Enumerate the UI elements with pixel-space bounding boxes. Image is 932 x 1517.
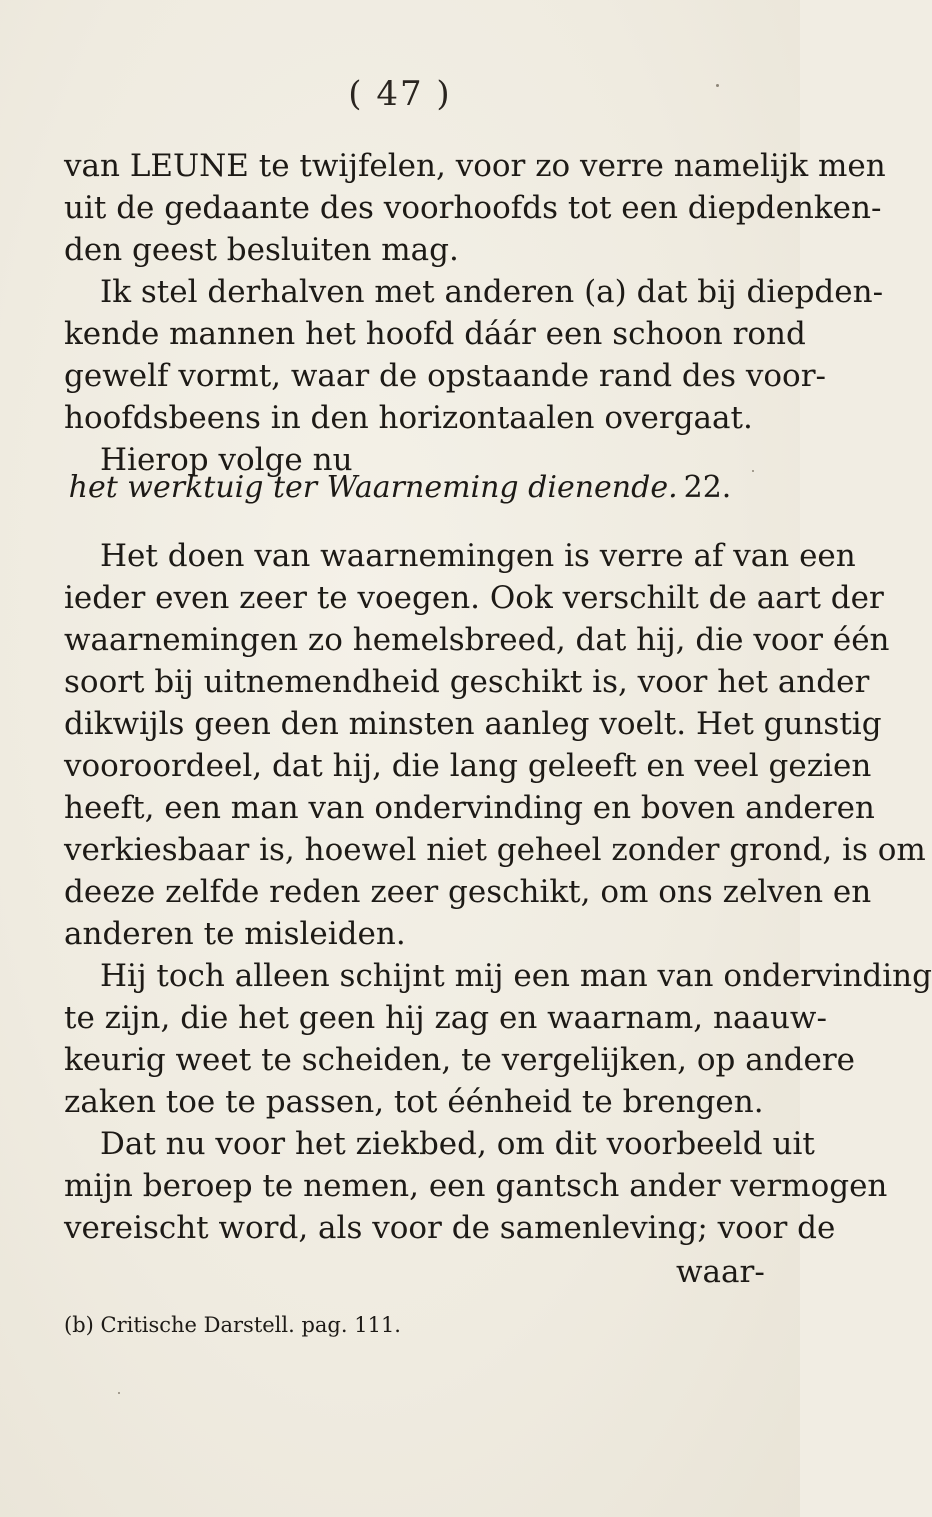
text-line: Hierop volge nu	[100, 442, 353, 478]
text-line: hoofdsbeens in den horizontaalen overgaat.	[64, 400, 753, 436]
text-line: Hij toch alleen schijnt mij een man van ondervinding	[100, 958, 932, 994]
text-line: gewelf vormt, waar de opstaande rand des voor-	[64, 358, 826, 394]
paper-speck	[118, 1392, 120, 1394]
text-line: anderen te misleiden.	[64, 916, 406, 952]
text-line: soort bij uitnemendheid geschikt is, voor het ander	[64, 664, 870, 700]
section-heading	[0, 470, 800, 505]
paper-speck	[752, 470, 754, 472]
page-number: ( 47 )	[348, 74, 452, 114]
paper-speck	[716, 84, 719, 87]
text-line: vooroordeel, dat hij, die lang geleeft en veel gezien	[64, 748, 872, 784]
section-number: 22.	[683, 470, 732, 505]
text-line: ieder even zeer te voegen. Ook verschilt de aart der	[64, 580, 884, 616]
text-line: kende mannen het hoofd dáár een schoon rond	[64, 316, 806, 352]
footnote: (b) Critische Darstell. pag. 111.	[64, 1313, 401, 1337]
text-line: dikwijls geen den minsten aanleg voelt. Het gunstig	[64, 706, 882, 742]
text-line: Dat nu voor het ziekbed, om dit voorbeeld uit	[100, 1126, 815, 1162]
text-line: zaken toe te passen, tot éénheid te brengen.	[64, 1084, 764, 1120]
catchword: waar-	[676, 1254, 765, 1290]
text-line: vereischt word, als voor de samenleving; voor de	[64, 1210, 836, 1246]
text-line: Het doen van waarnemingen is verre af van een	[100, 538, 856, 574]
text-line: heeft, een man van ondervinding en boven anderen	[64, 790, 875, 826]
text-line: deeze zelfde reden zeer geschikt, om ons zelven en	[64, 874, 872, 910]
text-line: keurig weet te scheiden, te vergelijken, op andere	[64, 1042, 856, 1078]
text-line: mijn beroep te nemen, een gantsch ander vermogen	[64, 1168, 888, 1204]
text-line: den geest besluiten mag.	[64, 232, 459, 268]
text-line: uit de gedaante des voorhoofds tot een diepdenken-	[64, 190, 882, 226]
text-line: van LEUNE te twijfelen, voor zo verre namelijk men	[64, 148, 886, 184]
text-line: Ik stel derhalven met anderen (a) dat bij diepden-	[100, 274, 884, 310]
section-heading-title: het werktuig ter Waarneming dienende.	[68, 470, 678, 505]
text-line: verkiesbaar is, hoewel niet geheel zonder grond, is om	[64, 832, 926, 868]
text-line: te zijn, die het geen hij zag en waarnam, naauw-	[64, 1000, 827, 1036]
text-line: waarnemingen zo hemelsbreed, dat hij, die voor één	[64, 622, 890, 658]
